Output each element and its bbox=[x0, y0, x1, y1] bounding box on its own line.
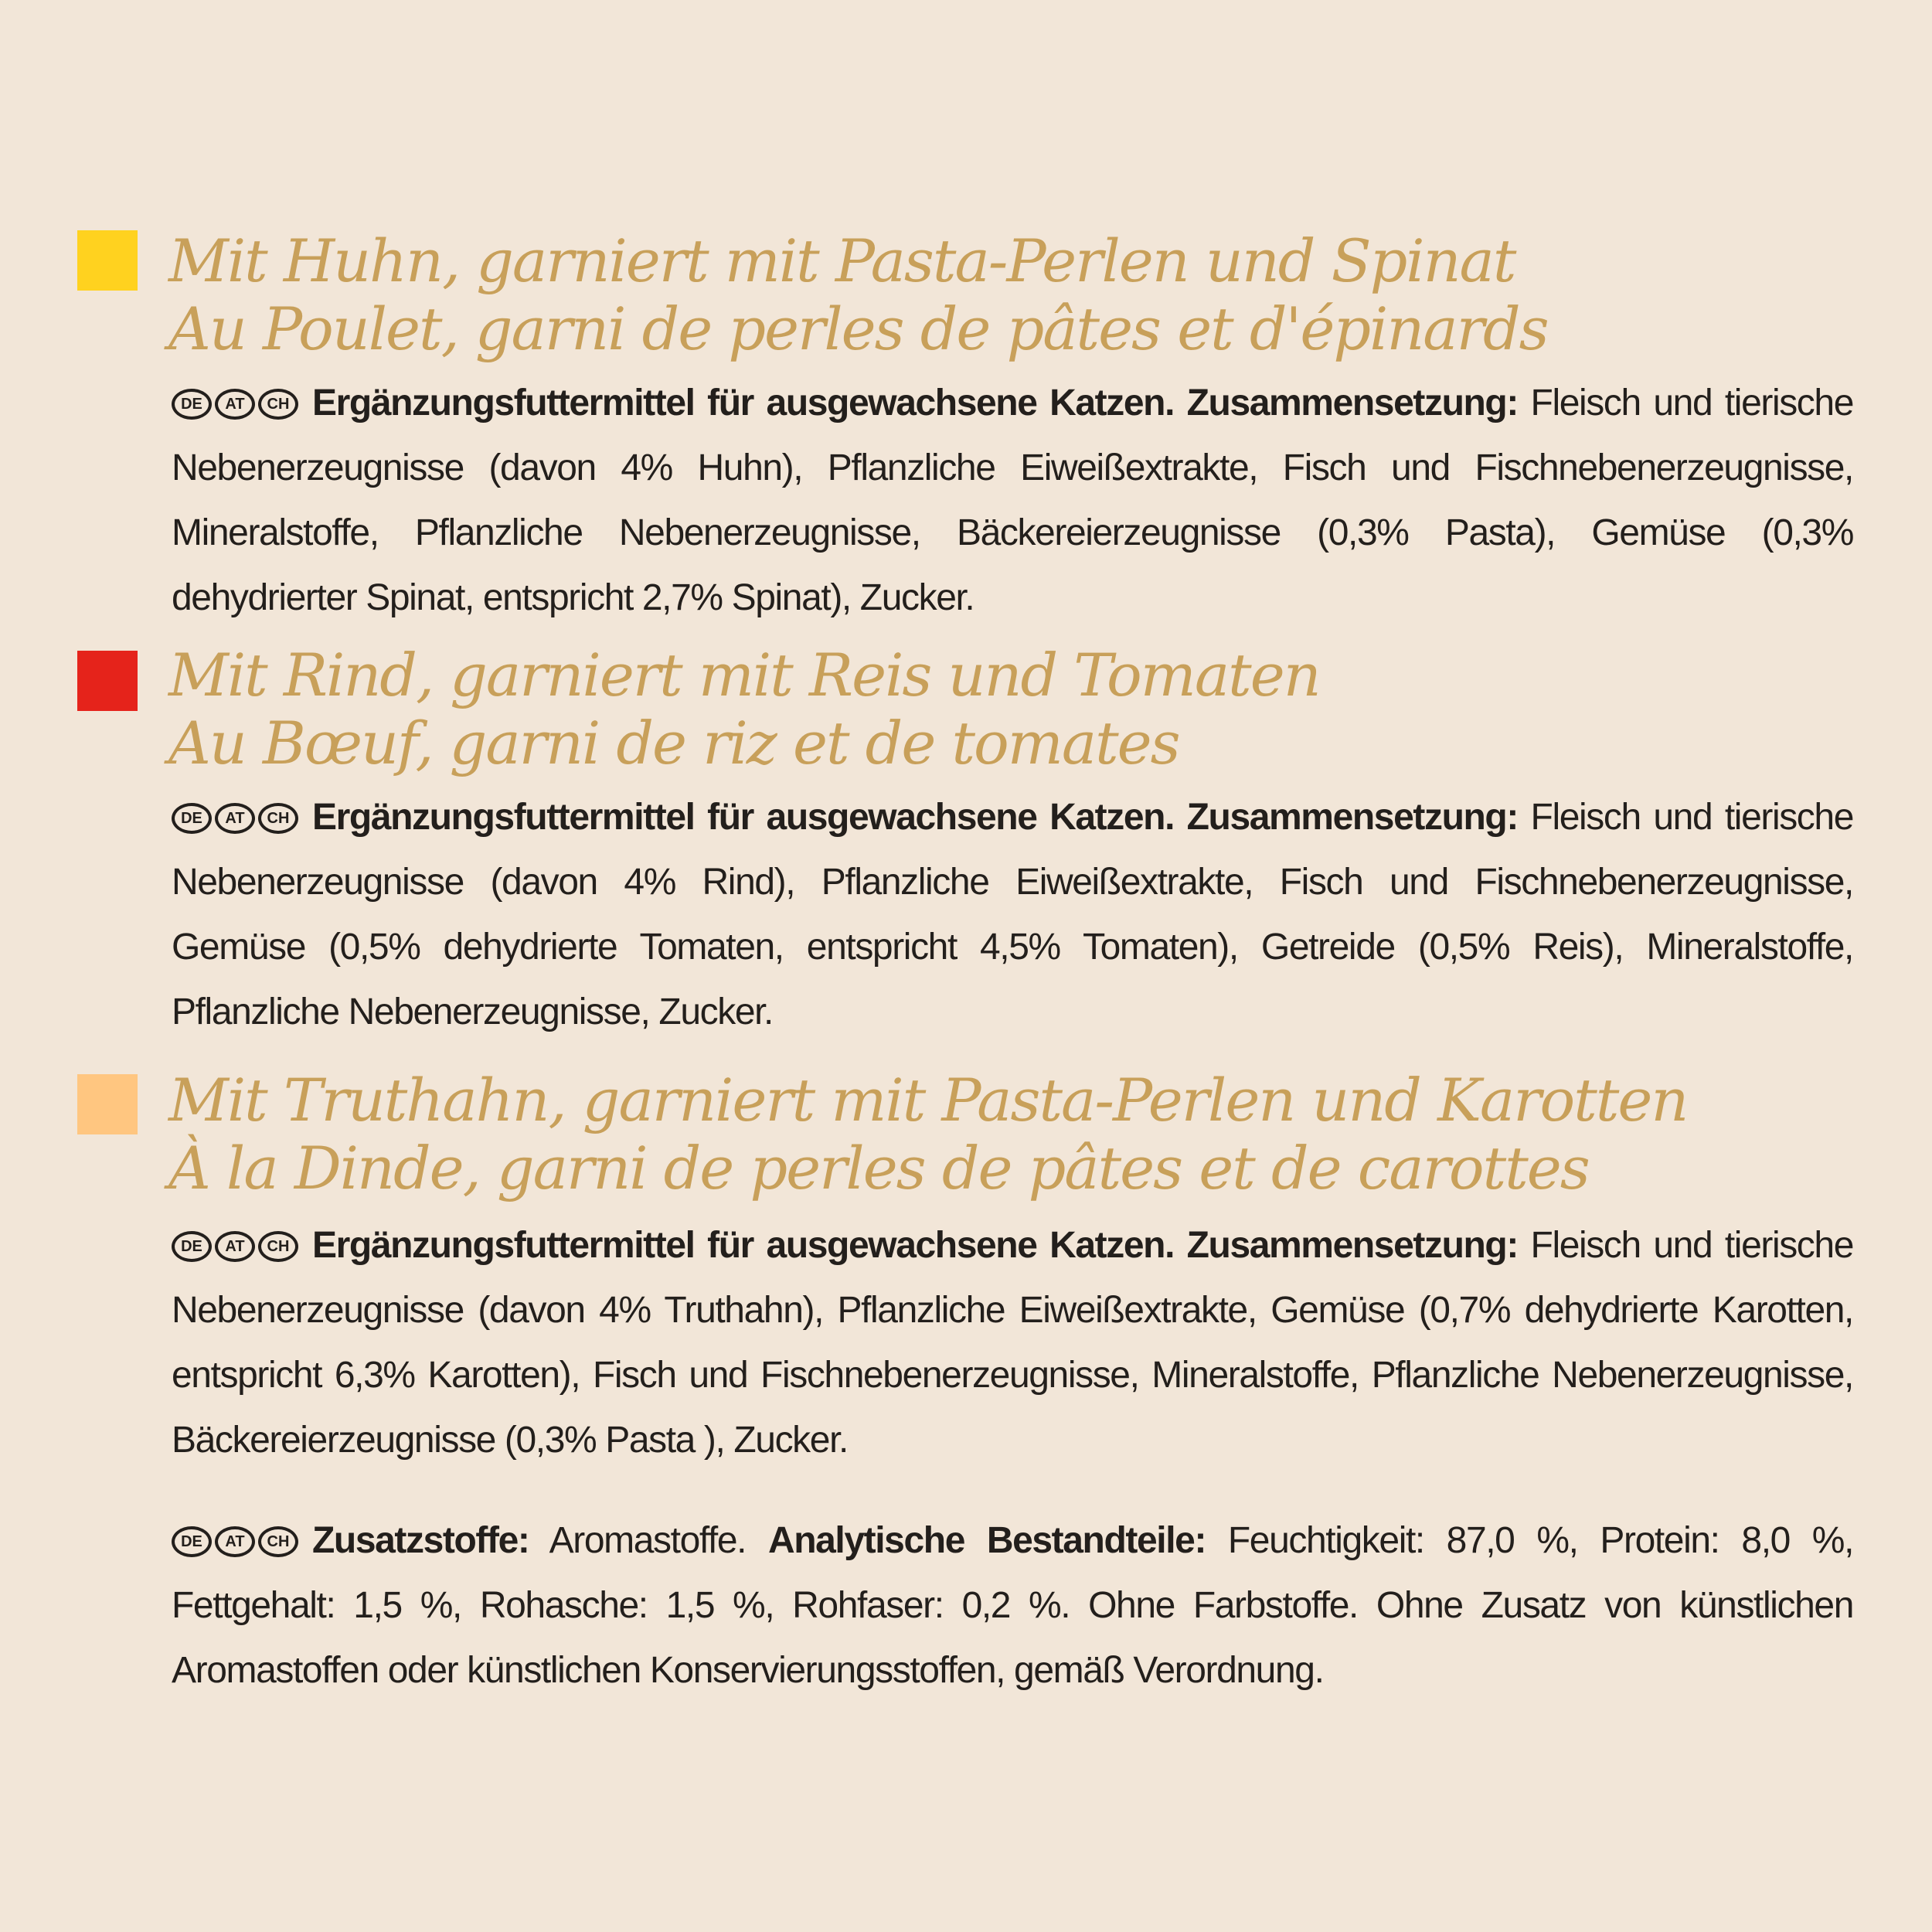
composition-chicken bbox=[172, 371, 1853, 631]
country-code-at: AT bbox=[215, 389, 255, 420]
composition-heading: Ergänzungsfuttermittel für ausgewachsene Katzen. Zusammensetzung: bbox=[312, 383, 1518, 423]
country-code-de: DE bbox=[172, 1526, 212, 1557]
country-code-de: DE bbox=[172, 389, 212, 420]
country-code-ch: CH bbox=[258, 1231, 298, 1262]
title-de-turkey: Mit Truthahn, garniert mit Pasta-Perlen und Karotten bbox=[168, 1066, 1688, 1134]
title-de-chicken: Mit Huhn, garniert mit Pasta-Perlen und Spinat bbox=[168, 226, 1515, 295]
country-codes bbox=[172, 1231, 298, 1262]
country-code-at: AT bbox=[215, 1231, 255, 1262]
additives-heading: Zusatzstoffe: bbox=[312, 1520, 529, 1561]
analytical-values: Feuchtigkeit: 87,0 %, Protein: 8,0 %, Fettgehalt: 1,5 %, Rohasche: 1,5 %, Rohfaser: 0,2 %. Ohne Farbstoffe. Ohne Zusatz von künstlichen Aromastoffen oder künstlichen Konservierungsstoffen, gemäß Verordnung. bbox=[172, 1520, 1854, 1691]
country-codes bbox=[172, 1526, 298, 1557]
country-codes bbox=[172, 389, 298, 420]
country-code-de: DE bbox=[172, 803, 212, 834]
composition-heading: Ergänzungsfuttermittel für ausgewachsene Katzen. Zusammensetzung: bbox=[312, 1225, 1518, 1266]
country-code-ch: CH bbox=[258, 1526, 298, 1557]
title-de-beef: Mit Rind, garniert mit Reis und Tomaten bbox=[168, 641, 1320, 709]
composition-text: Fleisch und tierische Nebenerzeugnisse (davon 4% Rind), Pflanzliche Eiweißextrakte, Fisch und Fischnebenerzeugnisse, Gemüse (0,5% dehydrierte Tomaten, entspricht 4,5% Tomaten), Getreide (0,5% Reis), Mineralstoffe, Pflanzliche Nebenerzeugnisse, Zucker. bbox=[172, 797, 1853, 1032]
orange-color-swatch bbox=[77, 1074, 138, 1134]
country-code-at: AT bbox=[215, 803, 255, 834]
yellow-color-swatch bbox=[77, 230, 138, 291]
country-code-at: AT bbox=[215, 1526, 255, 1557]
country-code-ch: CH bbox=[258, 803, 298, 834]
title-fr-chicken: Au Poulet, garni de perles de pâtes et d'épinards bbox=[168, 294, 1548, 363]
country-code-de: DE bbox=[172, 1231, 212, 1262]
country-codes bbox=[172, 803, 298, 834]
additives-text bbox=[172, 1509, 1853, 1703]
composition-heading: Ergänzungsfuttermittel für ausgewachsene Katzen. Zusammensetzung: bbox=[312, 797, 1518, 838]
title-fr-beef: Au Bœuf, garni de riz et de tomates bbox=[168, 709, 1179, 777]
composition-turkey bbox=[172, 1213, 1853, 1473]
analytical-heading: Analytische Bestandteile: bbox=[767, 1520, 1206, 1561]
red-color-swatch bbox=[77, 651, 138, 711]
composition-beef bbox=[172, 785, 1853, 1045]
country-code-ch: CH bbox=[258, 389, 298, 420]
title-fr-turkey: À la Dinde, garni de perles de pâtes et de carottes bbox=[168, 1134, 1589, 1202]
additives-value: Aromastoffe. bbox=[549, 1520, 747, 1561]
composition-text: Fleisch und tierische Nebenerzeugnisse (davon 4% Huhn), Pflanzliche Eiweißextrakte, Fisch und Fischnebenerzeugnisse, Mineralstoffe, Pflanzliche Nebenerzeugnisse, Bäckereierzeugnisse (0,3% Pasta), Gemüse (0,3% dehydrierter Spinat, entspricht 2,7% Spinat), Zucker. bbox=[172, 383, 1853, 618]
composition-text: Fleisch und tierische Nebenerzeugnisse (davon 4% Truthahn), Pflanzliche Eiweißextrakte, Gemüse (0,7% dehydrierte Karotten, entspricht 6,3% Karotten), Fisch und Fischnebenerzeugnisse, Mineralstoffe, Pflanzliche Nebenerzeugnisse, Bäckereierzeugnisse (0,3% Pasta ), Zucker. bbox=[172, 1225, 1853, 1461]
